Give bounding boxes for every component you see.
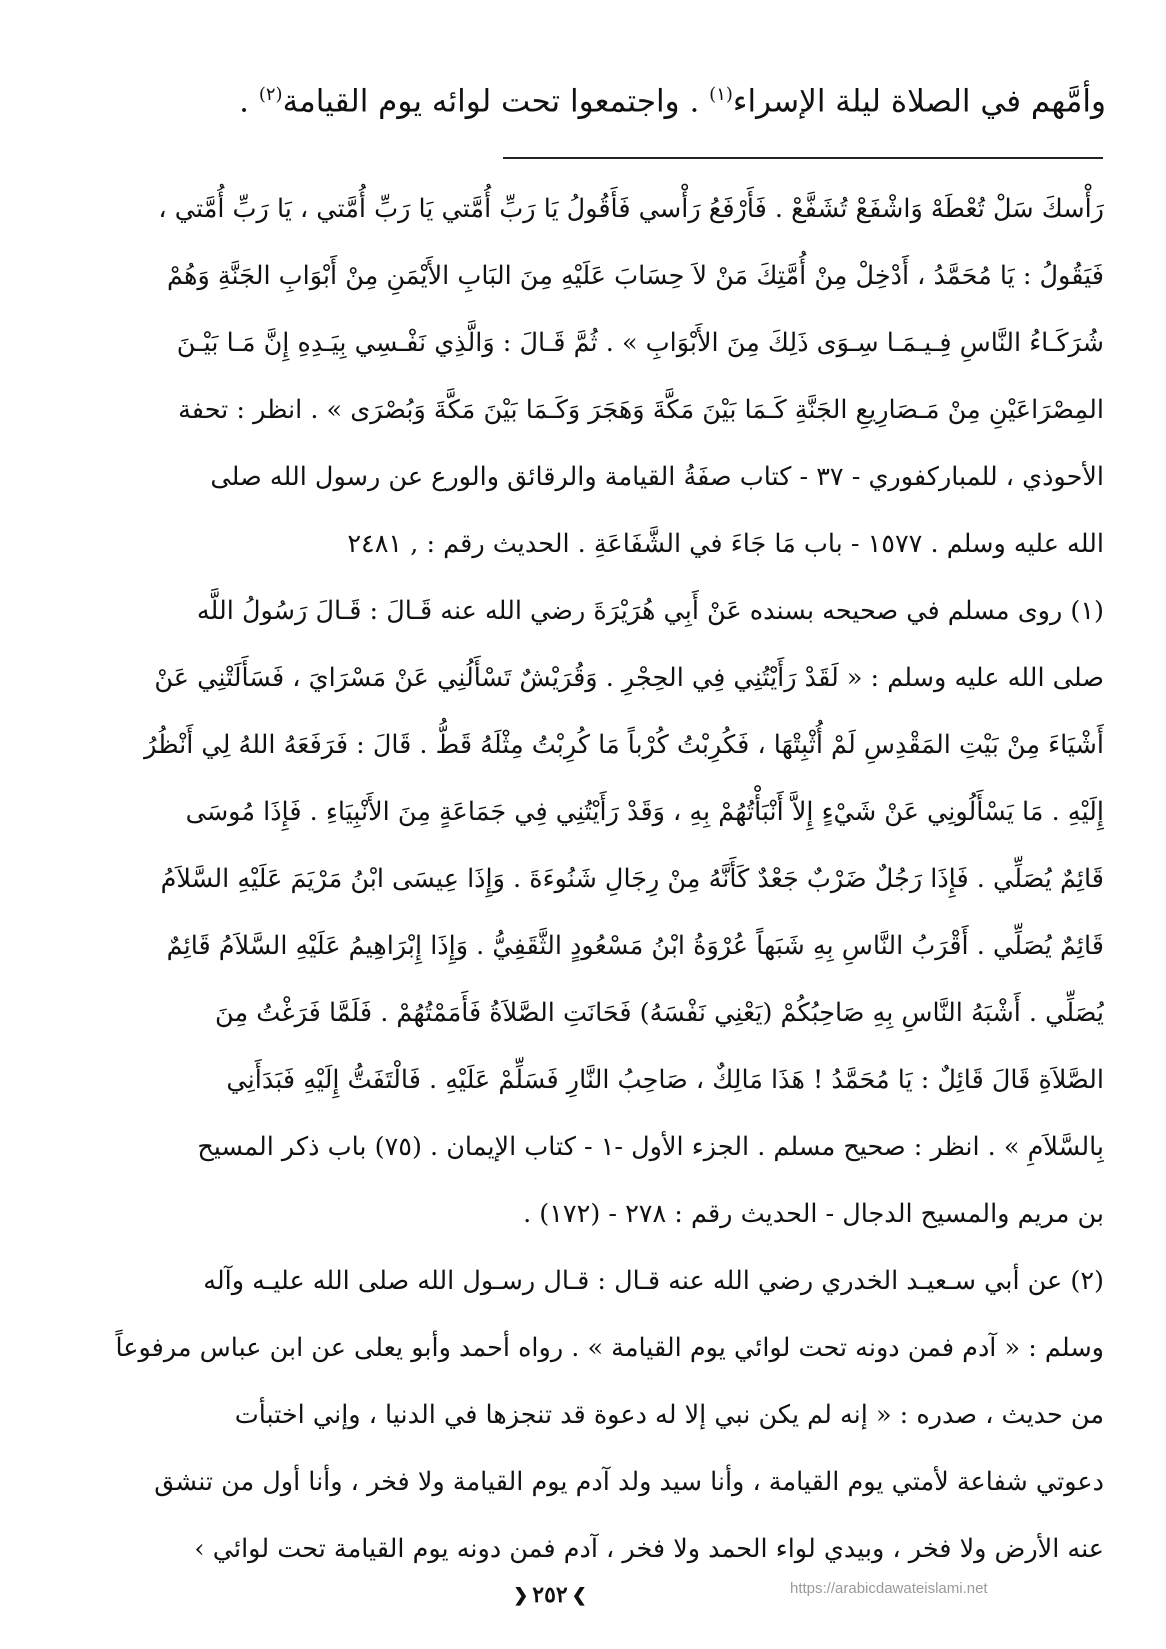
footnote-line: (٢) عن أبي سـعيـد الخدري رضي الله عنه قـال : قـال رسـول الله صلى الله عليـه وآله <box>203 1266 1104 1296</box>
page-number-bracket-left: ❮ <box>513 1584 529 1606</box>
footnote-line: يُصَلِّي . أَشْبَهُ النَّاسِ بِهِ صَاحِبُكُمْ (يَعْنِي نَفْسَهُ) فَحَانَتِ الصَّلاَةُ فَأَمَمْتُهُمْ . فَلَمَّا فَرَغْتُ مِنَ <box>215 998 1104 1028</box>
footnote-line: الأحوذي ، للمباركفوري - ٣٧ - كتاب صفَةُ القيامة والرقائق والورع عن رسول الله صلى <box>210 462 1104 492</box>
footnote-line: دعوتي شفاعة لأمتي يوم القيامة ، وأنا سيد ولد آدم يوم القيامة ولا فخر ، وأنا أول من تنشق <box>154 1467 1104 1497</box>
footnote-line: بِالسَّلاَمِ » . انظر : صحيح مسلم . الجزء الأول -١ - كتاب الإيمان . (٧٥) باب ذكر المسيح <box>197 1132 1104 1162</box>
footnote-line: قَائِمٌ يُصَلِّي . فَإِذَا رَجُلٌ ضَرْبٌ جَعْدٌ كَأَنَّهُ مِنْ رِجَالِ شَنُوءَةَ . وَإِذَا عِيسَى ابْنُ مَرْيَمَ عَلَيْهِ السَّلاَمُ <box>160 864 1104 894</box>
footnote-ref-2: (٢) <box>258 84 283 105</box>
footnote-line: عنه الأرض ولا فخر ، وبيدي لواء الحمد ولا فخر ، آدم فمن دونه يوم القيامة تحت لوائي › <box>194 1534 1104 1564</box>
footnotes-block <box>72 176 1104 1583</box>
footnote-line: فَيَقُولُ : يَا مُحَمَّدُ ، أَدْخِلْ مِنْ أُمَّتِكَ مَنْ لاَ حِسَابَ عَلَيْهِ مِنَ البَابِ الأَيْمَنِ مِنْ أَبْوَابِ الجَنَّةِ وَهُمْ <box>167 261 1104 291</box>
footnote-line: إِلَيْهِ . مَا يَسْأَلُونِي عَنْ شَيْءٍ إِلاَّ أَنْبَأْتُهُمْ بِهِ ، وَقَدْ رَأَيْتُنِي فِي جَمَاعَةٍ مِنَ الأَنْبِيَاءِ . فَإِذَا مُوسَى <box>185 797 1104 827</box>
main-text-end: . <box>239 83 249 120</box>
main-text-part2: . واجتمعوا تحت لوائه يوم القيامة <box>282 83 700 120</box>
main-text-line <box>60 72 1106 124</box>
footnote-line: رَأْسكَ سَلْ تُعْطَهْ وَاشْفَعْ تُشَفَّعْ . فَأَرْفَعُ رَأْسي فَأَقُولُ يَا رَبِّ أُمَّتي يَا رَبِّ أُمَّتي ، يَا رَبِّ أُمَّتي ، <box>158 194 1104 224</box>
footnote-separator <box>503 157 1103 159</box>
footnote-line: صلى الله عليه وسلم : « لَقَدْ رَأَيْتُنِي فِي الحِجْرِ . وَقُرَيْشٌ تَسْأَلُنِي عَنْ مَسْرَايَ ، فَسَأَلَتْنِي عَنْ <box>154 663 1104 693</box>
page-number <box>505 1578 595 1612</box>
footnote-line: أَشْيَاءَ مِنْ بَيْتِ المَقْدِسِ لَمْ أُثْبِتْهَا ، فَكُرِبْتُ كُرْباً مَا كُرِبْتُ مِثْلَهُ قَطُّ . قَالَ : فَرَفَعَهُ اللهُ لِي أَنْظُرُ <box>144 730 1104 760</box>
footnote-line: من حديث ، صدره : « إنه لم يكن نبي إلا له دعوة قد تنجزها في الدنيا ، وإني اختبأت <box>234 1400 1104 1430</box>
footnote-line: الله عليه وسلم . ١٥٧٧ - باب مَا جَاءَ في الشَّفَاعَةِ . الحديث رقم : , ٢٤٨١ <box>347 529 1104 559</box>
footnote-line: شُرَكَـاءُ النَّاسِ فِـيـمَـا سِـوَى ذَلِكَ مِنَ الأَبْوَابِ » . ثُمَّ قَـالَ : وَالَّذِي نَفْـسِي بِيَـدِهِ إِنَّ مَـا بَيْـنَ <box>176 328 1104 358</box>
watermark-url: https://arabicdawateislami.net <box>790 1580 988 1597</box>
footnote-line: المِصْرَاعَيْنِ مِنْ مَـصَارِيعِ الجَنَّةِ كَـمَا بَيْنَ مَكَّةَ وَهَجَرَ وَكَـمَا بَيْنَ مَكَّةَ وَبُصْرَى » . انظر : تحفة <box>178 395 1104 425</box>
footnote-line: بن مريم والمسيح الدجال - الحديث رقم : ٢٧٨ - (١٧٢) . <box>523 1199 1104 1229</box>
footnote-line: (١) روى مسلم في صحيحه بسنده عَنْ أَبِي هُرَيْرَةَ رضي الله عنه قَـالَ : قَـالَ رَسُولُ اللَّه <box>196 596 1104 626</box>
footnote-ref-1: (١) <box>709 84 733 105</box>
footnote-line: وسلم : « آدم فمن دونه تحت لوائي يوم القيامة » . رواه أحمد وأبو يعلى عن ابن عباس مرفوعاً <box>115 1333 1104 1363</box>
footnote-line: الصَّلاَةِ قَالَ قَائِلٌ : يَا مُحَمَّدُ ! هَذَا مَالِكٌ ، صَاحِبُ النَّارِ فَسَلِّمْ عَلَيْهِ . فَالْتَفَتُّ إِلَيْهِ فَبَدَأَنِي <box>226 1065 1104 1095</box>
main-text-part1: وأمَّهم في الصلاة ليلة الإسراء <box>732 83 1106 120</box>
page-number-value: ٢٥٢ <box>532 1582 568 1608</box>
footnote-line: قَائِمٌ يُصَلِّي . أَقْرَبُ النَّاسِ بِهِ شَبَهاً عُرْوَةُ ابْنُ مَسْعُودٍ الثَّقَفِيُّ . وَإِذَا إِبْرَاهِيمُ عَلَيْهِ السَّلاَمُ قَائِمٌ <box>166 931 1104 961</box>
page-number-bracket-right: ❯ <box>571 1584 587 1606</box>
